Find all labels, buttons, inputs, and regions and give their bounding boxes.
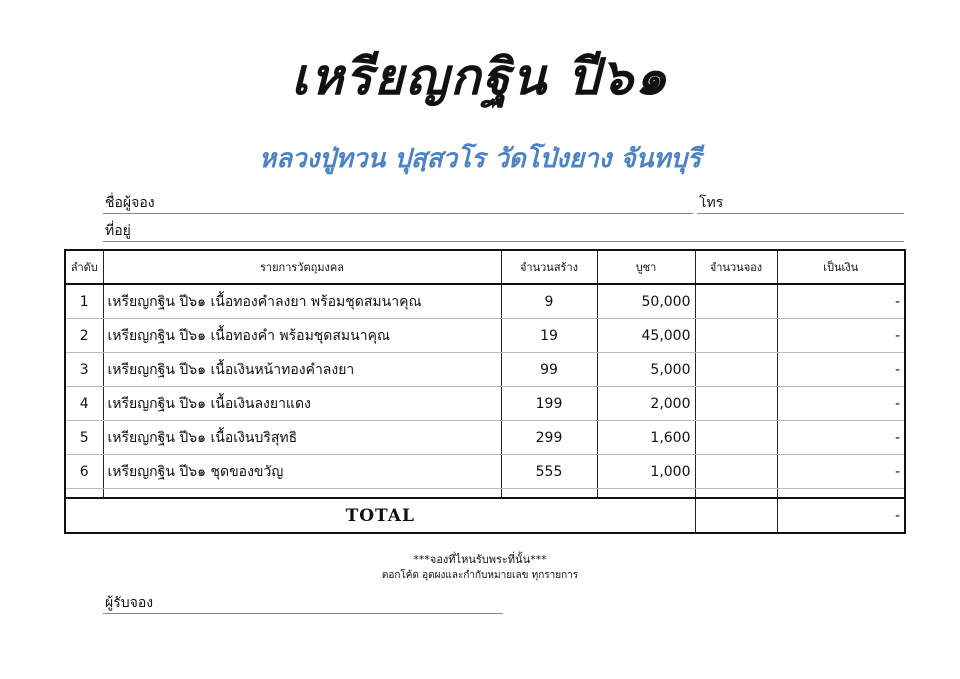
row-amount: - — [777, 421, 905, 455]
stamp-note: ตอกโค้ด อุดผงและกำกับหมายเลข ทุกรายการ — [381, 570, 579, 581]
row-no: 2 — [65, 319, 103, 353]
phone-field[interactable] — [697, 193, 904, 214]
total-label: TOTAL — [65, 498, 695, 533]
header-order: จำนวนจอง — [695, 250, 777, 284]
pickup-note: ***จองที่ไหนรับพระที่นั้น*** — [413, 553, 547, 566]
header-qty: จำนวนสร้าง — [501, 250, 597, 284]
row-price: 1,600 — [597, 421, 695, 455]
header-amount: เป็นเงิน — [777, 250, 905, 284]
total-amount: - — [777, 498, 905, 533]
total-row — [65, 498, 905, 533]
row-amount: - — [777, 353, 905, 387]
table-header-row — [65, 250, 905, 284]
address-label: ที่อยู่ — [105, 223, 131, 239]
row-qty: 19 — [501, 319, 597, 353]
row-qty: 555 — [501, 455, 597, 489]
row-order-input[interactable] — [695, 387, 777, 421]
table-row — [65, 353, 905, 387]
receiver-label: ผู้รับจอง — [105, 595, 154, 611]
phone-label: โทร — [699, 195, 724, 211]
row-item: เหรียญกฐิน ปี๖๑ เนื้อเงินหน้าทองคำลงยา — [103, 353, 501, 387]
row-amount: - — [777, 284, 905, 319]
row-no: 4 — [65, 387, 103, 421]
row-amount: - — [777, 455, 905, 489]
row-price: 2,000 — [597, 387, 695, 421]
row-item: เหรียญกฐิน ปี๖๑ เนื้อเงินบริสุทธิ — [103, 421, 501, 455]
address-field[interactable] — [103, 221, 904, 242]
row-qty: 9 — [501, 284, 597, 319]
total-order[interactable] — [695, 498, 777, 533]
row-qty: 199 — [501, 387, 597, 421]
header-no: ลำดับ — [65, 250, 103, 284]
row-amount: - — [777, 387, 905, 421]
row-price: 5,000 — [597, 353, 695, 387]
table-row — [65, 455, 905, 489]
table-row — [65, 284, 905, 319]
row-order-input[interactable] — [695, 455, 777, 489]
name-field[interactable] — [103, 193, 693, 214]
order-table — [64, 249, 906, 534]
row-qty: 299 — [501, 421, 597, 455]
row-price: 50,000 — [597, 284, 695, 319]
row-order-input[interactable] — [695, 421, 777, 455]
spacer-row — [65, 489, 905, 499]
row-no: 1 — [65, 284, 103, 319]
row-price: 1,000 — [597, 455, 695, 489]
table-row — [65, 421, 905, 455]
row-price: 45,000 — [597, 319, 695, 353]
header-item: รายการวัตถุมงคล — [103, 250, 501, 284]
page-title: เหรียญกฐิน ปี๖๑ — [291, 47, 669, 106]
row-item: เหรียญกฐิน ปี๖๑ เนื้อเงินลงยาแดง — [103, 387, 501, 421]
row-item: เหรียญกฐิน ปี๖๑ เนื้อทองคำลงยา พร้อมชุดสมนาคุณ — [103, 284, 501, 319]
header-price: บูชา — [597, 250, 695, 284]
row-item: เหรียญกฐิน ปี๖๑ ชุดของขวัญ — [103, 455, 501, 489]
row-order-input[interactable] — [695, 319, 777, 353]
table-row — [65, 387, 905, 421]
row-item: เหรียญกฐิน ปี๖๑ เนื้อทองคำ พร้อมชุดสมนาคุณ — [103, 319, 501, 353]
row-order-input[interactable] — [695, 353, 777, 387]
row-amount: - — [777, 319, 905, 353]
receiver-field[interactable] — [103, 593, 503, 614]
row-order-input[interactable] — [695, 284, 777, 319]
row-no: 5 — [65, 421, 103, 455]
page-subtitle: หลวงปู่ทวน ปุสฺสวโร วัดโป่งยาง จันทบุรี — [258, 144, 702, 174]
row-qty: 99 — [501, 353, 597, 387]
row-no: 3 — [65, 353, 103, 387]
row-no: 6 — [65, 455, 103, 489]
name-label: ชื่อผู้จอง — [105, 195, 155, 211]
table-row — [65, 319, 905, 353]
